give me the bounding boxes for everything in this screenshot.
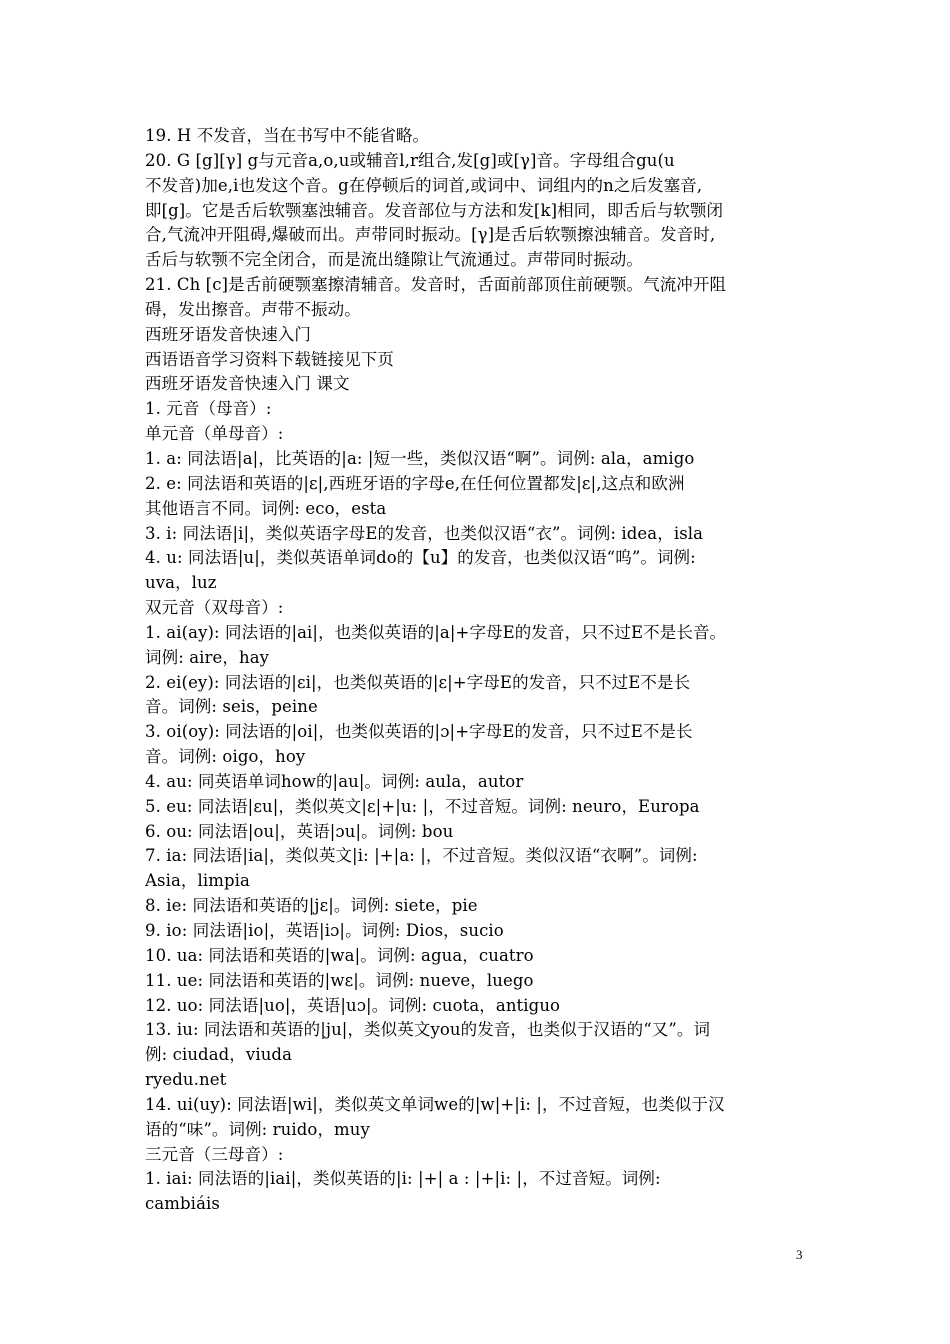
text-line: 即[g]。它是舌后软颚塞浊辅音。发音部位与方法和发[k]相同，即舌后与软颚闭 (145, 200, 724, 220)
text-line: 1. ai(ay): 同法语的|ai|，也类似英语的|a|+字母E的发音，只不过E不是长音。 (145, 622, 727, 642)
text-line: 单元音（单母音）: (145, 424, 284, 444)
text-line: 其他语言不同。词例: eco，esta (145, 498, 387, 518)
text-line: 3. oi(oy): 同法语的|oi|，也类似英语的|ɔ|+字母E的发音，只不过E不是长 (145, 722, 693, 742)
text-line: 21. Ch [c]是舌前硬颚塞擦清辅音。发音时，舌面前部顶住前硬颚。气流冲开阻 (145, 275, 727, 295)
text-line: 例: ciudad，viuda (145, 1045, 293, 1065)
text-line: Asia，limpia (145, 871, 250, 891)
text-line: ryedu.net (145, 1070, 227, 1090)
text-line: 舌后与软颚不完全闭合，而是流出缝隙让气流通过。声带同时振动。 (145, 250, 643, 270)
text-line: 西班牙语发音快速入门 课文 (145, 374, 350, 394)
text-line: 2. e: 同法语和英语的|ε|,西班牙语的字母e,在任何位置都发|ε|,这点和欧洲 (145, 473, 685, 493)
text-line: 8. ie: 同法语和英语的|jε|。词例: siete，pie (145, 896, 478, 916)
text-line: 9. io: 同法语|io|，英语|iɔ|。词例: Dios，sucio (145, 921, 504, 940)
text-line: 音。词例: oigo，hoy (145, 747, 306, 767)
text-line: 语的“味”。词例: ruido，muy (145, 1119, 370, 1139)
text-line: 合,气流冲开阻碍,爆破而出。声带同时振动。[γ]是舌后软颚擦浊辅音。发音时, (145, 225, 716, 245)
text-line: 1. a: 同法语|a|，比英语的|a: |短一些，类似汉语“啊”。词例: ala，amigo (145, 448, 695, 468)
text-line: 13. iu: 同法语和英语的|ju|，类似英文you的发音，也类似于汉语的“又”。词 (145, 1020, 711, 1040)
text-line: 1. 元音（母音）: (145, 399, 272, 419)
text-line: 10. ua: 同法语和英语的|wa|。词例: agua，cuatro (145, 945, 534, 965)
text-line: 3. i: 同法语|i|，类似英语字母E的发音，也类似汉语“衣”。词例: idea，isla (145, 523, 704, 543)
text-line: 2. ei(ey): 同法语的|εi|，也类似英语的|ε|+字母E的发音，只不过E不是长 (145, 672, 691, 692)
text-line: 不发音)加e,i也发这个音。g在停顿后的词首,或词中、词组内的n之后发塞音, (145, 175, 703, 195)
text-line: 1. iai: 同法语的|iai|，类似英语的|i: |+| a : |+|i: |，不过音短。词例: (145, 1169, 661, 1189)
page-number: 3 (796, 1247, 803, 1262)
text-line: 4. au: 同英语单词how的|au|。词例: aula，autor (145, 771, 524, 791)
text-line: uva，luz (145, 573, 217, 593)
text-line: cambiáis (145, 1194, 220, 1214)
text-line: 14. ui(uy): 同法语|wi|，类似英文单词we的|w|+|i: |，不过音短，也类似于汉 (145, 1094, 725, 1114)
text-line: 碍，发出擦音。声带不振动。 (145, 299, 361, 319)
text-line: 西班牙语发音快速入门 (145, 324, 311, 344)
text-line: 7. ia: 同法语|ia|，类似英文|i: |+|a: |，不过音短。类似汉语“衣啊”。词例: (145, 846, 698, 866)
text-line: 双元音（双母音）: (145, 598, 284, 618)
text-line: 西语语音学习资料下载链接见下页 (145, 349, 394, 369)
text-line: 11. ue: 同法语和英语的|wε|。词例: nueve，luego (145, 970, 534, 990)
text-line: 19. H 不发音，当在书写中不能省略。 (145, 126, 430, 145)
page-body-text (145, 124, 817, 1217)
text-line: 音。词例: seis，peine (145, 697, 318, 717)
text-line: 5. eu: 同法语|εu|，类似英文|ε|+|u: |，不过音短。词例: neuro，Europa (145, 796, 700, 816)
text-line: 词例: aire，hay (145, 647, 270, 667)
text-line: 4. u: 同法语|u|，类似英语单词do的【u】的发音，也类似汉语“呜”。词例: (145, 548, 696, 568)
text-line: 12. uo: 同法语|uo|，英语|uɔ|。词例: cuota，antiguo (145, 995, 561, 1015)
text-line: 三元音（三母音）: (145, 1144, 284, 1164)
text-line: 6. ou: 同法语|ou|，英语|ɔu|。词例: bou (145, 821, 454, 841)
text-line: 20. G [g][γ] g与元音a,o,u或辅音l,r组合,发[g]或[γ]音。字母组合gu(u (145, 150, 675, 170)
